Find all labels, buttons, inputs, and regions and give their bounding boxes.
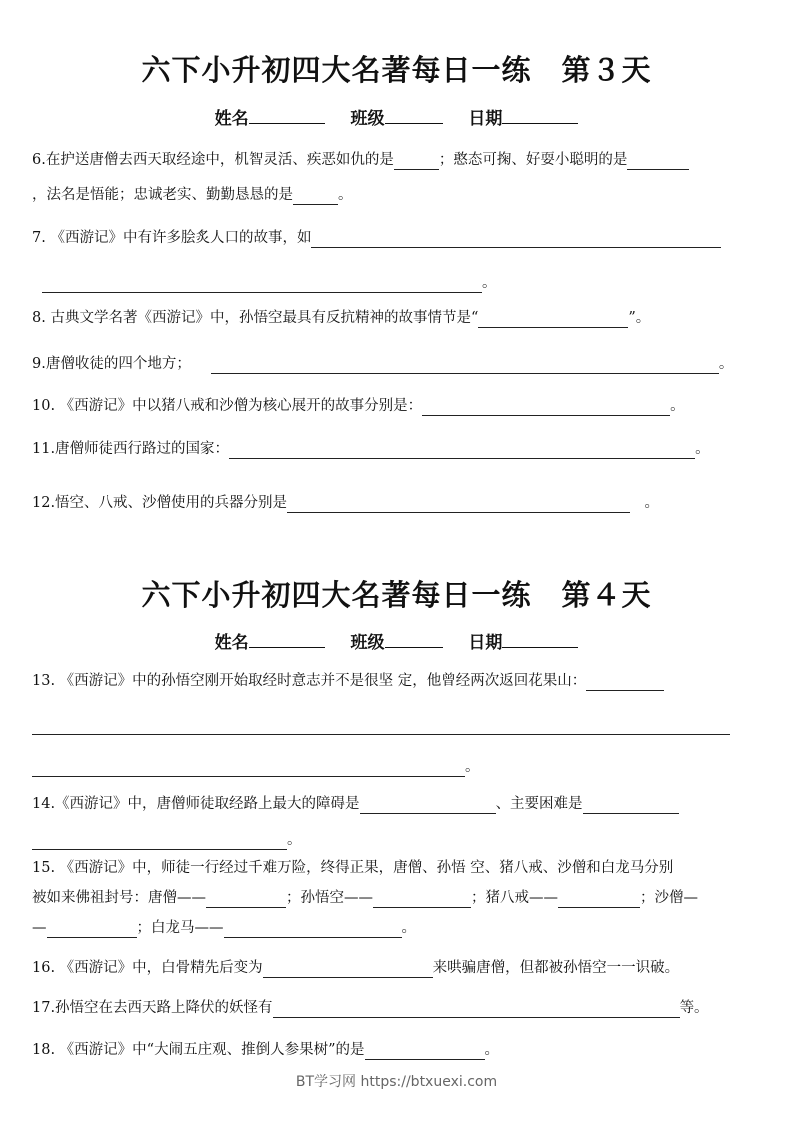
answer-blank[interactable] <box>311 231 721 248</box>
question-line <box>32 918 416 938</box>
answer-blank[interactable] <box>263 961 433 978</box>
question-line <box>32 185 353 205</box>
student-info-day4 <box>0 628 793 653</box>
question-line <box>32 958 679 978</box>
page-title-day4: 六下小升初四大名著每日一练 第４天 <box>141 578 652 612</box>
question-text: 。 <box>401 920 416 936</box>
answer-blank[interactable] <box>360 797 496 814</box>
answer-blank[interactable] <box>32 760 465 777</box>
question-line <box>32 354 733 374</box>
question-line <box>32 718 730 735</box>
answer-blank[interactable] <box>229 442 695 459</box>
question-text: 14.《西游记》中，唐僧师徒取经路上最大的障碍是 <box>32 796 360 812</box>
date-label: 日期 <box>468 633 503 653</box>
question-text: 。 <box>670 398 685 414</box>
question-line <box>32 396 685 416</box>
question-line <box>32 888 698 908</box>
answer-blank[interactable] <box>478 311 628 328</box>
name-label: 姓名 <box>214 633 249 653</box>
question-line <box>32 998 709 1018</box>
answer-blank[interactable] <box>206 891 286 908</box>
question-text: 。 <box>338 187 353 203</box>
answer-blank[interactable] <box>211 357 719 374</box>
answer-blank[interactable] <box>287 496 630 513</box>
answer-blank[interactable] <box>627 153 689 170</box>
footer-watermark: BT学习网 https://btxuexi.com <box>295 1074 498 1090</box>
question-text: 16. 《西游记》中，白骨精先后变为 <box>32 960 263 976</box>
answer-blank[interactable] <box>224 921 402 938</box>
answer-blank[interactable] <box>293 188 338 205</box>
question-text: ，法名是悟能；忠诚老实、勤勤恳恳的是 <box>32 187 293 203</box>
question-text: 11.唐僧师徒西行路过的国家： <box>32 441 230 457</box>
question-text: 9.唐僧收徒的四个地方； <box>32 356 191 372</box>
answer-blank[interactable] <box>586 674 664 691</box>
question-text: 。 <box>718 356 734 372</box>
question-line <box>32 150 689 170</box>
date-field[interactable] <box>502 107 578 124</box>
question-text: 、主要困难是 <box>495 796 583 812</box>
question-line <box>32 757 480 777</box>
question-line <box>32 228 721 248</box>
answer-blank[interactable] <box>394 153 439 170</box>
question-text: 12.悟空、八戒、沙僧使用的兵器分别是 <box>32 495 288 511</box>
question-text: ；白龙马—— <box>136 920 224 936</box>
page-title-day3: 六下小升初四大名著每日一练 第３天 <box>141 53 652 87</box>
question-text: ；孙悟空—— <box>286 890 373 906</box>
answer-blank[interactable] <box>273 1001 680 1018</box>
question-text: 被如来佛祖封号：唐僧—— <box>32 890 206 906</box>
name-label: 姓名 <box>214 109 249 129</box>
question-text: 10. 《西游记》中以猪八戒和沙僧为核心展开的故事分别是： <box>32 398 423 414</box>
question-text: 13. 《西游记》中的孙悟空刚开始取经时意志并不是很坚 定，他曾经两次返回花果山： <box>32 673 587 689</box>
question-text: 7. 《西游记》中有许多脍炙人口的故事，如 <box>32 230 312 246</box>
question-line <box>32 830 302 850</box>
date-field[interactable] <box>502 631 578 648</box>
class-label: 班级 <box>350 633 385 653</box>
answer-blank[interactable] <box>422 399 670 416</box>
question-line <box>32 1040 499 1060</box>
answer-blank[interactable] <box>47 921 137 938</box>
question-text: — <box>32 920 47 936</box>
question-text: 。 <box>484 1042 499 1058</box>
question-text: ”。 <box>628 310 651 326</box>
question-text: 6.在护送唐僧去西天取经途中，机智灵活、疾恶如仇的是 <box>32 152 394 168</box>
answer-blank[interactable] <box>42 276 482 293</box>
question-line <box>32 671 664 691</box>
class-field[interactable] <box>385 631 443 648</box>
answer-blank[interactable] <box>32 718 730 735</box>
question-text: 8. 古典文学名著《西游记》中，孙悟空最具有反抗精神的故事情节是“ <box>32 310 479 326</box>
answer-blank[interactable] <box>558 891 640 908</box>
question-line <box>42 273 497 293</box>
answer-blank[interactable] <box>583 797 679 814</box>
question-text: 15. 《西游记》中，师徒一行经过千难万险，终得正果，唐僧、孙悟 空、猪八戒、沙僧和白龙马分别 <box>32 860 674 876</box>
class-label: 班级 <box>350 109 385 129</box>
name-field[interactable] <box>249 631 325 648</box>
question-text: ；猪八戒—— <box>471 890 558 906</box>
question-line <box>32 858 673 878</box>
student-info-day3 <box>0 104 793 129</box>
question-line <box>32 493 659 513</box>
question-text: 等。 <box>679 1000 709 1016</box>
question-text: 。 <box>630 495 660 511</box>
question-text: 。 <box>465 759 480 775</box>
question-text: 。 <box>482 275 497 291</box>
class-field[interactable] <box>385 107 443 124</box>
question-text: ；沙僧— <box>640 890 698 906</box>
answer-blank[interactable] <box>32 833 287 850</box>
answer-blank[interactable] <box>365 1043 485 1060</box>
question-text: 17.孙悟空在去西天路上降伏的妖怪有 <box>32 1000 273 1016</box>
answer-blank[interactable] <box>373 891 471 908</box>
name-field[interactable] <box>249 107 325 124</box>
question-text: 来哄骗唐僧，但都被孙悟空一一识破。 <box>432 960 680 976</box>
question-text: 。 <box>287 832 302 848</box>
question-line <box>32 308 650 328</box>
date-label: 日期 <box>468 109 503 129</box>
question-line <box>32 794 679 814</box>
question-line <box>32 439 710 459</box>
question-text: ；憨态可掬、好耍小聪明的是 <box>438 152 628 168</box>
question-text: 。 <box>695 441 710 457</box>
question-text: 18. 《西游记》中“大闹五庄观、推倒人参果树”的是 <box>32 1042 365 1058</box>
